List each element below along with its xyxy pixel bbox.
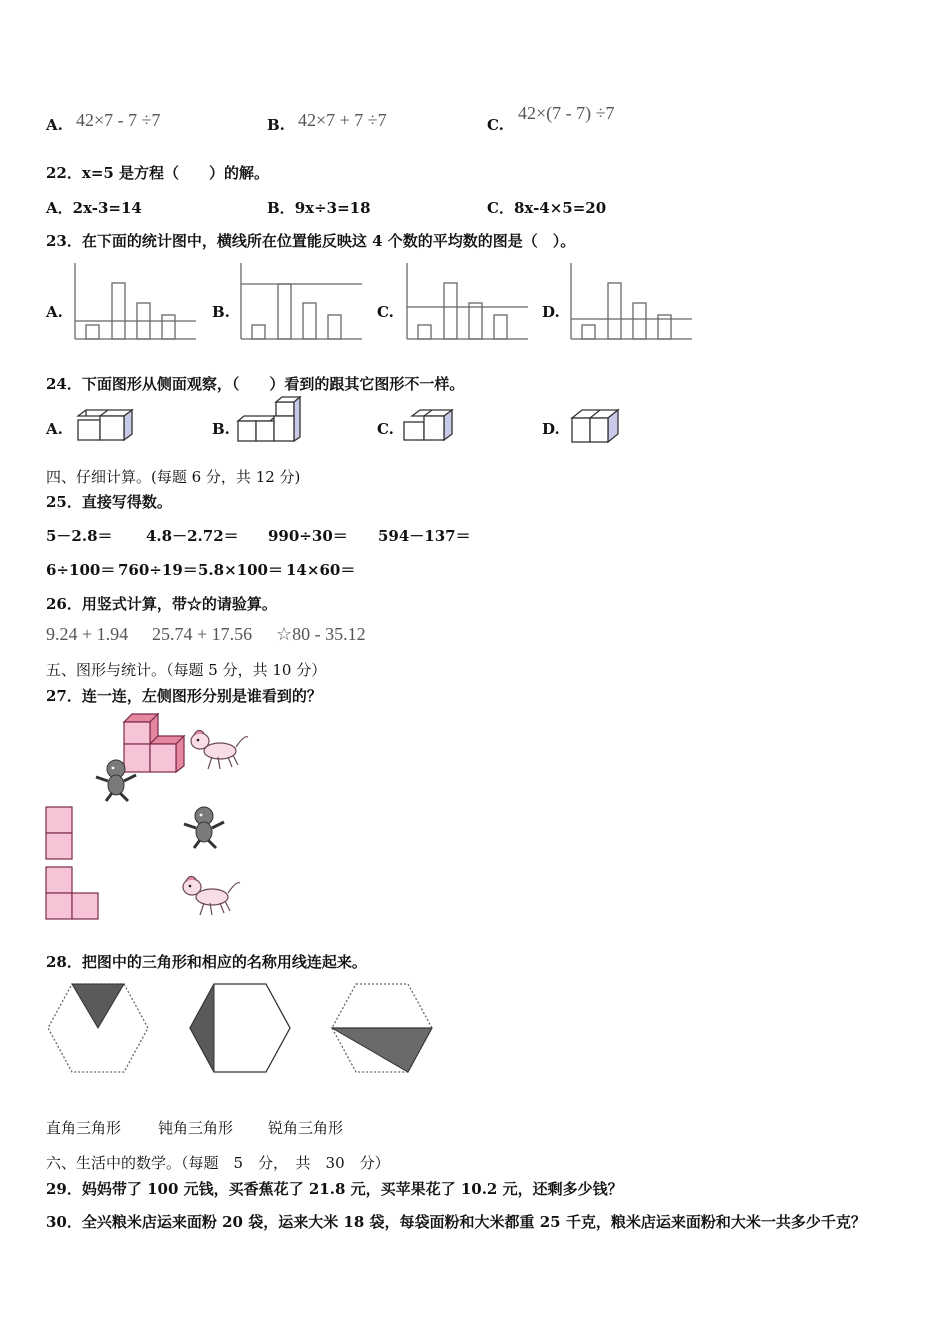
q24-cubes-d [568,410,632,444]
q22-stem: 22．x=5 是方程（ ）的解。 [46,164,270,182]
q27-view-l-shape [45,866,101,920]
q25-problem-3: 990÷30＝ [268,527,348,545]
q28-name-obtuse-triangle: 钝角三角形 [158,1119,234,1137]
monkey-icon [180,804,228,850]
q25-problem-8: 14×60＝ [286,561,356,579]
section-6-title: 六、生活中的数学。（每题 5 分， 共 30 分） [46,1154,390,1172]
q24-option-b-letter: B. [212,420,230,438]
q28-name-right-triangle: 直角三角形 [46,1119,122,1137]
q26-item-3: ☆80 - 35.12 [276,624,366,644]
q21-option-c-letter: C. [487,116,504,134]
q21-option-b-letter: B. [267,116,285,134]
q22-option-a-letter: A． [46,199,73,217]
q25-problem-6: 760÷19＝ [118,561,198,579]
q22-option-b-text: 9x÷3=18 [294,199,371,217]
q23-chart-a [74,263,198,341]
q23-option-b-letter: B. [212,303,230,321]
q28-hexagon-3 [330,982,434,1074]
q22-option-a [46,197,142,218]
q27-stem: 27．连一连，左侧图形分别是谁看到的？ [46,687,322,705]
q22-option-c-letter: C． [487,199,514,217]
q23-option-d-letter: D. [542,303,560,321]
dog-icon [186,727,250,773]
q26-stem: 26．用竖式计算，带☆的请验算。 [46,595,277,613]
q23-option-a-letter: A. [46,303,63,321]
q24-cubes-b [236,401,300,445]
q25-problem-5: 6÷100＝ [46,561,116,579]
q24-cubes-a [72,410,136,444]
q23-stem: 23．在下面的统计图中，横线所在位置能反映这 4 个数的平均数的图是（ ）。 [46,232,576,250]
q28-name-acute-triangle: 锐角三角形 [268,1119,344,1137]
q22-option-c-text: 8x-4×5=20 [513,199,607,217]
q29-stem: 29．妈妈带了 100 元钱，买香蕉花了 21.8 元，买苹果花了 10.2 元，还剩多少钱？ [46,1180,623,1198]
q28-stem: 28．把图中的三角形和相应的名称用线连起来。 [46,953,367,971]
q23-chart-b [240,263,364,341]
q21-option-c-expression: 42×(7 - 7) ÷7 [518,103,615,123]
monkey-icon [92,757,140,803]
q21-option-a-expression: 42×7 - 7 ÷7 [76,110,161,130]
q23-chart-d [570,263,694,341]
q25-problem-7: 5.8×100＝ [198,561,283,579]
q24-option-d-letter: D. [542,420,560,438]
q26-item-2: 25.74 + 17.56 [152,624,253,644]
q25-problem-4: 594－137＝ [378,527,471,545]
section-4-title: 四、仔细计算。(每题 6 分，共 12 分) [46,468,301,486]
q23-chart-c [406,263,530,341]
q21-option-b-expression: 42×7 + 7 ÷7 [298,110,387,130]
dog-icon [178,873,242,919]
q30-stem: 30．全兴粮米店运来面粉 20 袋，运来大米 18 袋，每袋面粉和大米都重 25 千克，粮米店运来面粉和大米一共多少千克？ [46,1213,866,1231]
q27-view-column [45,806,75,860]
q26-item-1: 9.24 + 1.94 [46,624,129,644]
q22-option-b-letter: B． [267,199,295,217]
q22-option-c [487,197,606,218]
q21-option-a-letter: A. [46,116,63,134]
q24-stem: 24．下面图形从侧面观察，（ ）看到的跟其它图形不一样。 [46,375,465,393]
q25-problem-2: 4.8－2.72＝ [146,527,239,545]
q28-hexagon-1 [46,982,150,1074]
section-5-title: 五、图形与统计。（每题 5 分，共 10 分） [46,661,327,679]
q23-option-c-letter: C. [377,303,394,321]
q22-option-b [267,197,371,218]
q25-problem-1: 5－2.8＝ [46,527,113,545]
q24-option-c-letter: C. [377,420,394,438]
q24-cubes-c [402,410,466,444]
q28-hexagon-2 [188,982,292,1074]
q24-option-a-letter: A. [46,420,63,438]
q22-option-a-text: 2x-3=14 [72,199,142,217]
q25-stem: 25．直接写得数。 [46,493,172,511]
